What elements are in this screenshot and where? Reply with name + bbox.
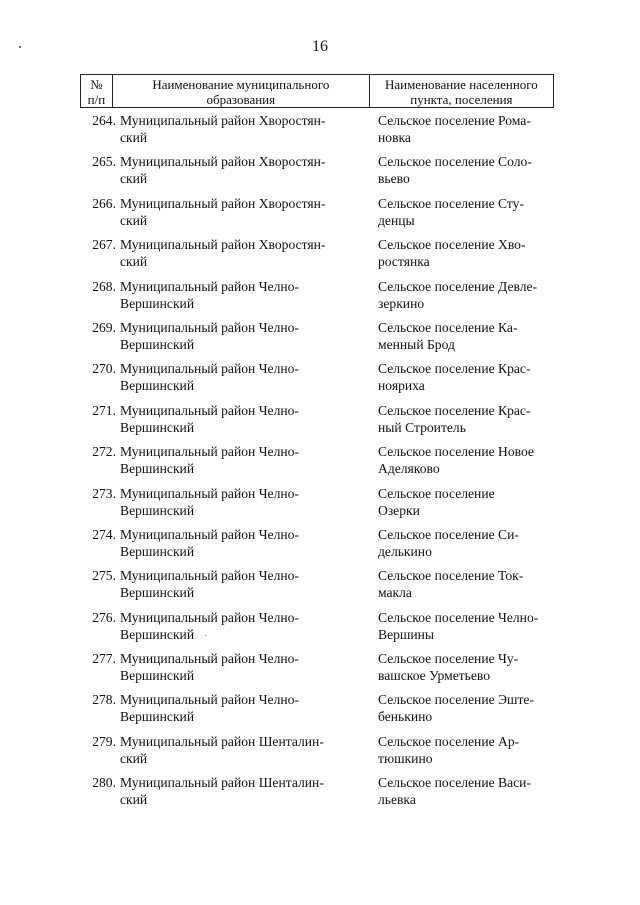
settlement-line: Сельское поселение Чу- (378, 651, 519, 667)
table-row (80, 153, 560, 194)
row-number: 270. (92, 361, 116, 377)
municipality-cell (116, 443, 378, 484)
page-number: 16 (312, 38, 328, 55)
municipality-line: Вершинский (120, 502, 195, 518)
settlement-line: Сельское поселение Сту- (378, 195, 525, 211)
settlement-line: бенькино (378, 709, 433, 725)
settlement-cell (378, 650, 560, 691)
table-row (80, 774, 560, 815)
settlement-line: нояриха (378, 378, 425, 394)
header-number-line-2: п/п (87, 92, 106, 107)
settlement-line: макла (378, 585, 412, 601)
municipality-cell (116, 195, 378, 236)
municipality-line: Муниципальный район Челно- (120, 319, 299, 335)
municipality-line: Муниципальный район Челно- (120, 444, 299, 460)
row-number: 274. (92, 526, 116, 542)
settlement-line: Сельское поселение Новое (378, 444, 534, 460)
header-municipality-line-1: Наименование муниципального (152, 77, 330, 92)
settlement-line: зеркино (378, 295, 425, 311)
settlement-line: Сельское поселение (378, 485, 495, 501)
settlement-line: Сельское поселение Рома- (378, 113, 531, 128)
settlement-line: Сельское поселение Ток- (378, 568, 524, 584)
settlement-line: Сельское поселение Васи- (378, 775, 531, 791)
municipality-line: ский (120, 254, 148, 270)
municipality-line: Вершинский (120, 668, 195, 684)
table-row (80, 567, 560, 608)
settlement-cell (378, 278, 560, 319)
table-row (80, 733, 560, 774)
municipality-cell (116, 691, 378, 732)
table-row (80, 443, 560, 484)
settlement-line: Аделяково (378, 461, 440, 477)
settlement-line: вьево (378, 171, 410, 187)
row-number: 265. (92, 154, 116, 170)
municipality-line: ский (120, 130, 148, 145)
settlement-line: денцы (378, 212, 415, 228)
row-number: 272. (92, 444, 116, 460)
settlement-line: Сельское поселение Си- (378, 526, 519, 542)
settlement-line: Сельское поселение Челно- (378, 609, 539, 625)
municipality-cell (116, 567, 378, 608)
municipality-line: Муниципальный район Хворостян- (120, 237, 326, 253)
settlement-line: Сельское поселение Девле- (378, 278, 538, 294)
row-number: 271. (92, 402, 116, 418)
municipality-cell (116, 112, 378, 153)
settlement-line: льевка (378, 792, 416, 808)
municipality-line: Муниципальный район Шенталин- (120, 775, 324, 791)
settlement-line: новка (378, 130, 411, 145)
municipality-cell (116, 526, 378, 567)
table-header (80, 74, 554, 108)
municipality-line: Муниципальный район Хворостян- (120, 113, 326, 128)
municipality-cell (116, 609, 378, 650)
settlement-cell (378, 112, 560, 153)
municipality-line: Муниципальный район Челно- (120, 485, 299, 501)
municipality-line: ский (120, 171, 148, 187)
settlement-cell (378, 567, 560, 608)
municipality-line: Муниципальный район Челно- (120, 526, 299, 542)
municipality-line: Вершинский (120, 709, 195, 725)
settlement-line: Сельское поселение Хво- (378, 237, 526, 253)
table-row (80, 112, 560, 153)
table-row (80, 319, 560, 360)
settlement-cell (378, 153, 560, 194)
municipality-line: Вершинский (120, 295, 195, 311)
row-number: 267. (92, 237, 116, 253)
settlement-line: Сельское поселение Эште- (378, 692, 534, 708)
municipality-line: Вершинский (120, 543, 195, 559)
municipality-line: Вершинский (120, 336, 195, 352)
table-row (80, 485, 560, 526)
header-settlement-column (370, 75, 553, 107)
municipality-cell (116, 733, 378, 774)
settlement-cell (378, 402, 560, 443)
settlement-cell (378, 526, 560, 567)
row-number: 278. (92, 692, 116, 708)
settlement-line: ростянка (378, 254, 430, 270)
settlement-cell (378, 360, 560, 401)
municipality-line: Муниципальный район Челно- (120, 692, 299, 708)
settlement-cell (378, 443, 560, 484)
municipality-line: Муниципальный район Челно- (120, 361, 299, 377)
settlement-cell (378, 236, 560, 277)
settlement-line: делькино (378, 543, 432, 559)
row-number: 268. (92, 278, 116, 294)
settlement-cell (378, 195, 560, 236)
municipality-line: Вершинский (120, 461, 195, 477)
settlement-line: тюшкино (378, 750, 433, 766)
settlement-line: ный Строитель (378, 419, 466, 435)
row-number: 276. (92, 609, 116, 625)
table-row (80, 278, 560, 319)
settlement-line: Сельское поселение Соло- (378, 154, 532, 170)
row-number: 269. (92, 319, 116, 335)
table-row (80, 691, 560, 732)
settlement-cell (378, 774, 560, 815)
header-municipality-line-2: образования (206, 92, 276, 107)
municipality-line: Муниципальный район Челно- (120, 278, 299, 294)
settlement-line: Сельское поселение Крас- (378, 361, 531, 377)
settlement-line: Сельское поселение Крас- (378, 402, 531, 418)
row-number: 280. (92, 775, 116, 791)
municipality-line: Муниципальный район Хворостян- (120, 195, 326, 211)
settlement-line: Озерки (378, 502, 420, 518)
settlement-cell (378, 691, 560, 732)
settlement-cell (378, 609, 560, 650)
settlement-line: Сельское поселение Ар- (378, 733, 520, 749)
municipality-cell (116, 650, 378, 691)
row-number: 275. (92, 568, 116, 584)
municipality-cell (116, 402, 378, 443)
settlement-cell (378, 319, 560, 360)
municipality-line: Муниципальный район Шенталин- (120, 733, 324, 749)
municipality-cell (116, 485, 378, 526)
row-number: 279. (92, 733, 116, 749)
row-number: 266. (92, 195, 116, 211)
municipality-line: Муниципальный район Челно- (120, 609, 299, 625)
municipality-cell (116, 278, 378, 319)
header-settlement-line-1: Наименование населенного (384, 77, 538, 92)
municipality-line: Муниципальный район Хворостян- (120, 154, 326, 170)
settlement-line: Вершины (378, 626, 435, 642)
table-row (80, 526, 560, 567)
municipality-line: Вершинский (120, 419, 195, 435)
row-number: 264. (92, 113, 116, 128)
table-row (80, 650, 560, 691)
municipality-line: Вершинский (120, 626, 195, 642)
header-municipality-column (113, 75, 370, 107)
municipality-line: ский (120, 212, 148, 228)
table-row (80, 402, 560, 443)
municipality-cell (116, 236, 378, 277)
table-row (80, 195, 560, 236)
municipality-cell (116, 319, 378, 360)
municipality-line: Вершинский (120, 585, 195, 601)
table-body (80, 112, 560, 816)
row-number: 277. (92, 651, 116, 667)
municipality-cell (116, 360, 378, 401)
settlement-cell (378, 733, 560, 774)
municipality-cell (116, 774, 378, 815)
municipality-line: ский (120, 750, 148, 766)
settlement-cell (378, 485, 560, 526)
row-number: 273. (92, 485, 116, 501)
settlement-line: менный Брод (378, 336, 455, 352)
table-row (80, 360, 560, 401)
header-number-line-1: № (90, 77, 103, 92)
municipality-line: Вершинский (120, 378, 195, 394)
scan-speck (205, 635, 206, 636)
municipality-line: Муниципальный район Челно- (120, 651, 299, 667)
settlement-line: вашское Урметьево (378, 668, 491, 684)
municipality-line: ский (120, 792, 148, 808)
table-row (80, 236, 560, 277)
table-row (80, 609, 560, 650)
header-number-column (81, 75, 113, 107)
header-settlement-line-2: пункта, поселения (410, 92, 513, 107)
scan-speck (19, 46, 21, 48)
municipality-cell (116, 153, 378, 194)
settlement-line: Сельское поселение Ка- (378, 319, 518, 335)
municipality-line: Муниципальный район Челно- (120, 568, 299, 584)
municipality-line: Муниципальный район Челно- (120, 402, 299, 418)
